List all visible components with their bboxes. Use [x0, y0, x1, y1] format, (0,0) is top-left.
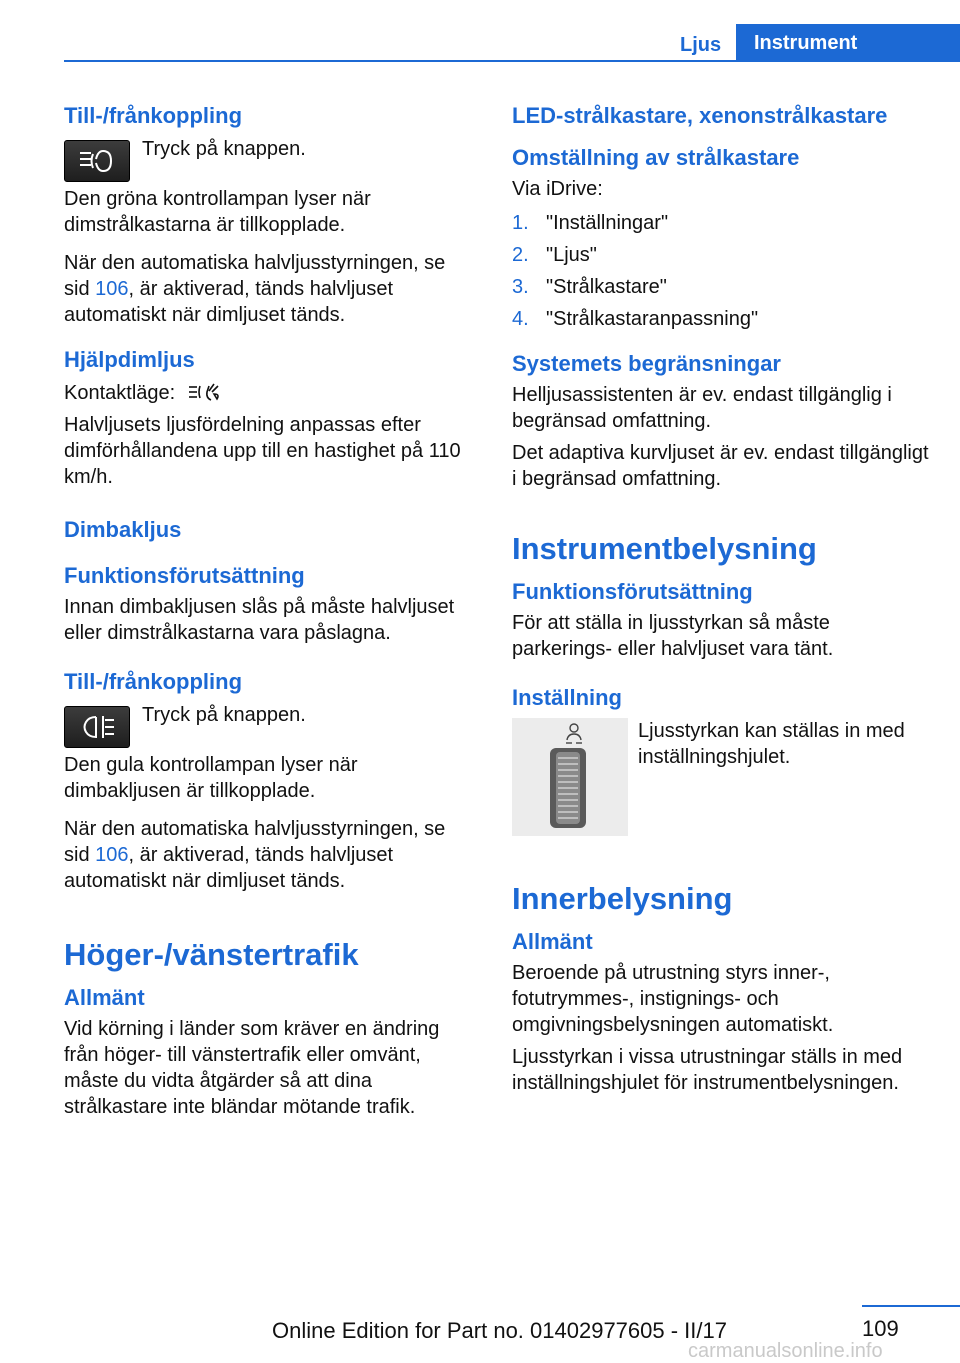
text: , är aktiverad, tänds halvljuset automatiskt när dimljuset tänds. [64, 844, 394, 892]
list-item [512, 274, 930, 300]
paragraph [64, 380, 476, 406]
header-rule [64, 60, 960, 62]
ignition-contact-icon [187, 382, 225, 402]
section-title: Allmänt [512, 929, 593, 954]
header-tab-instrument: Instrument [736, 24, 960, 62]
section-title: Inställning [512, 685, 622, 710]
edition-text: Online Edition for Part no. 01402977605 - II/17 [272, 1318, 727, 1343]
paragraph: För att ställa in ljusstyrkan så måste parkerings- eller halvljuset vara tänt. [512, 612, 834, 660]
wheel-figure-row [512, 718, 930, 836]
chapter-title: Innerbelysning [512, 881, 733, 916]
thumbwheel-icon [512, 718, 628, 836]
front-fog-light-button-image [64, 140, 130, 182]
paragraph: Halvljusets ljusfördelning anpassas efter dimförhållandena upp till en hastighet på 110 km/h. [64, 414, 461, 488]
step-text: "Inställningar" [546, 212, 669, 234]
section-title: Till-/frånkoppling [64, 669, 243, 694]
front-fog-light-icon [77, 148, 117, 174]
step-number: 4. [512, 308, 529, 330]
button-figure-row [64, 136, 476, 182]
subsection-title: Systemets begränsningar [512, 351, 781, 376]
list-item [512, 242, 930, 268]
chapter-title: Höger-/vänstertrafik [64, 937, 359, 972]
page-number: 109 [862, 1316, 899, 1341]
rear-fog-light-icon [77, 714, 117, 740]
paragraph: Den gula kontrollampan lyser när dimbakljusen är tillkopplade. [64, 754, 358, 802]
paragraph: Innan dimbakljusen slås på måste halvljuset eller dimstrålkastarna vara påslagna. [64, 596, 455, 644]
text: , är aktiverad, tänds halvljuset automatiskt när dimljuset tänds. [64, 278, 394, 326]
section-title: Dimbakljus [64, 517, 182, 542]
chapter-title: Instrumentbelysning [512, 531, 817, 566]
section-title: Till-/frånkoppling [64, 103, 243, 128]
paragraph: Ljusstyrkan kan ställas in med inställningshjulet. [638, 720, 905, 768]
step-text: "Strålkastaranpassning" [546, 308, 759, 330]
subsection-title: Funktionsförutsättning [64, 563, 305, 588]
section-title: Allmänt [64, 985, 145, 1010]
paragraph: Via iDrive: [512, 178, 603, 200]
paragraph: Det adaptiva kurvljuset är ev. endast tillgängligt i begränsad omfattning. [512, 442, 929, 490]
paragraph: Vid körning i länder som kräver en ändring från höger- till vänstertrafik eller omvänt, måste du vidta åtgärder så att dina strålkastare inte bländar mötande trafik. [64, 1018, 440, 1118]
paragraph: Den gröna kontrollampan lyser när dimstrålkastarna är tillkopplade. [64, 188, 371, 236]
subsection-title: Omställning av strålkastare [512, 145, 800, 170]
right-column [512, 100, 930, 1102]
left-column [64, 100, 476, 1126]
text: Kontaktläge: [64, 382, 176, 404]
rear-fog-light-button-image [64, 706, 130, 748]
page-link[interactable]: 106 [95, 278, 129, 300]
steps-list [512, 210, 930, 332]
step-number: 3. [512, 276, 529, 298]
step-text: "Ljus" [546, 244, 597, 266]
subsection-title: Funktionsförutsättning [512, 579, 753, 604]
paragraph: Ljusstyrkan i vissa utrustningar ställs in med inställningshjulet för instrumentbelysningen. [512, 1046, 903, 1094]
step-text: "Strålkastare" [546, 276, 667, 298]
paragraph: Beroende på utrustning styrs inner-, fotutrymmes-, instignings- och omgivningsbelysningen automatiskt. [512, 962, 834, 1036]
step-number: 2. [512, 244, 529, 266]
list-item [512, 306, 930, 332]
paragraph: Helljusassistenten är ev. endast tillgänglig i begränsad omfattning. [512, 384, 892, 432]
button-figure-row [64, 702, 476, 748]
paragraph: Tryck på knappen. [142, 704, 306, 726]
page-link[interactable]: 106 [95, 844, 129, 866]
list-item [512, 210, 930, 236]
section-title: LED-strålkastare, xenonstrålkastare [512, 103, 888, 128]
footer-rule [862, 1305, 960, 1307]
section-title: Hjälpdimljus [64, 347, 195, 372]
watermark: carmanualsonline.info [688, 1340, 883, 1362]
step-number: 1. [512, 212, 529, 234]
text: När den automatiska halvljusstyrningen, se sid [64, 818, 446, 866]
thumbwheel-image [512, 718, 628, 836]
paragraph [64, 816, 476, 894]
header-tab-ljus: Ljus [680, 34, 722, 56]
paragraph: Tryck på knappen. [142, 138, 306, 160]
text: När den automatiska halvljusstyrningen, se sid [64, 252, 446, 300]
paragraph [64, 250, 476, 328]
